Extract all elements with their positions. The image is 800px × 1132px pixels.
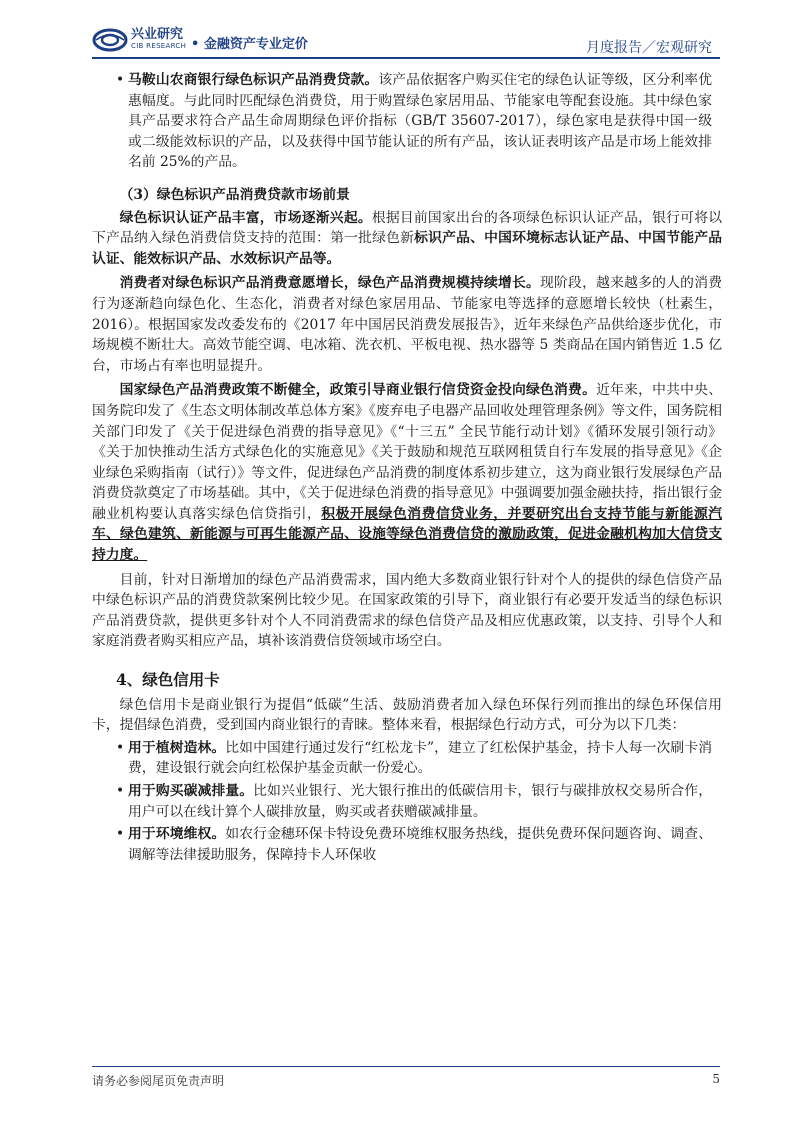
disclaimer-link[interactable]: 请务必参阅尾页免责声明	[92, 1074, 225, 1088]
paragraph-current-status: 目前，针对日渐增加的绿色产品消费需求，国内绝大多数商业银行针对个人的提供的绿色信贷产品中绿色标识产品的消费贷款案例比较少见。在国家政策的引导下，商业银行有必要开发适当的绿色标识产品消费贷款，提供更多针对个人不同消费需求的绿色信贷产品及相应优惠政策，以支持、引导个人和家庭消费者购买相应产品，填补该消费信贷领域市场空白。	[92, 571, 722, 650]
footer-rule	[92, 1066, 720, 1067]
bullet-maanshan-title: 马鞍山农商银行绿色标识产品消费贷款。	[128, 72, 379, 88]
paragraph-consumer-willingness-text: 现阶段，越来越多的人的消费行为逐渐趋向绿色化、生态化，消费者对绿色家居用品、节能家电等选择的意愿增长较快（杜素生，2016）。根据国家发改委发布的《2017 年中国居民消费发展报告》，近年来绿色产品供给逐步优化，市场规模不断壮大。高效节能空调、电冰箱、洗衣机、平板电视、热水器等 5 类商品在国内销售近 1.5 亿台，市场占有率也明显提升。	[92, 275, 723, 374]
page-header	[0, 0, 800, 66]
bullet-environmental-rights	[92, 824, 722, 865]
paragraph-label-products-lead: 绿色标识认证产品丰富，市场逐渐兴起。	[119, 209, 372, 226]
bullet-carbon-credits-title: 用于购买碳减排量。	[128, 783, 254, 799]
bullet-carbon-credits	[92, 781, 722, 822]
bullet-dot: •	[116, 72, 125, 88]
report-type: 月度报告／宏观研究	[586, 40, 712, 56]
brand-name-cn: 兴业研究	[131, 27, 184, 42]
paragraph-consumer-willingness-lead: 消费者对绿色标识产品消费意愿增长，绿色产品消费规模持续增长。	[119, 275, 541, 292]
subsection-3-title: （3）绿色标识产品消费贷款市场前景	[119, 186, 350, 203]
bullet-dot: •	[116, 826, 125, 843]
paragraph-label-products-list: 标识产品、中国环境标志认证产品、中国节能产品认证、能效标识产品、水效标识产品等。	[92, 230, 723, 267]
brand-name-en: CIB RESEARCH	[131, 42, 187, 50]
bullet-carbon-credits-text: 比如兴业银行、光大银行推出的低碳信用卡，银行与碳排放权交易所合作，用户可以在线计算个人碳排放量，购买或者获赠碳减排量。	[128, 783, 713, 820]
page-number: 5	[712, 1072, 720, 1086]
paragraph-policy-lead: 国家绿色产品消费政策不断健全，政策引导商业银行信贷资金投向绿色消费。	[119, 382, 597, 399]
brand	[131, 28, 186, 51]
section-4-title: 4、绿色信用卡	[116, 670, 220, 690]
header-tagline: • 金融资产专业定价	[191, 37, 308, 52]
bullet-dot: •	[116, 783, 125, 799]
cib-logo-icon	[92, 28, 128, 52]
header-rule	[92, 57, 720, 59]
bullet-tree-planting	[92, 738, 722, 779]
page-footer	[92, 1066, 720, 1088]
paragraph-policy-emphasis: 积极开展绿色消费信贷业务，并要研究出台支持节能与新能源汽车、绿色建筑、新能源与可再生能源产品、设施等绿色消费信贷的激励政策，促进金融机构加大信贷支持力度。	[92, 505, 723, 564]
paragraph-label-products	[92, 208, 722, 270]
bullet-maanshan	[92, 70, 722, 173]
paragraph-consumer-willingness	[92, 273, 722, 376]
bullet-tree-planting-title: 用于植树造林。	[128, 739, 226, 756]
bullet-environmental-rights-title: 用于环境维权。	[128, 826, 226, 843]
bullet-dot: •	[116, 739, 125, 756]
paragraph-policy	[92, 380, 722, 565]
section-4-intro: 绿色信用卡是商业银行为提倡“低碳”生活、鼓励消费者加入绿色环保行列而推出的绿色环保信用卡，提倡绿色消费，受到国内商业银行的青睐。整体来看，根据绿色行动方式，可分为以下几类：	[92, 696, 722, 734]
paragraph-policy-text: 近年来，中共中央、国务院印发了《生态文明体制改革总体方案》《废弃电子电器产品回收处理管理条例》等文件，国务院相关部门印发了《关于促进绿色消费的指导意见》《“十三五” 全民节能行动计划》《循环发展引领行动》《关于加快推动生活方式绿色化的实施意见》《关于鼓励和规范互联网租赁自行车发展的指导意见》《企业绿色采购指南（试行）》等文件，促进绿色产品消费的制度体系初步建立，这为商业银行发展绿色产品消费贷款奠定了市场基础。其中，《关于促进绿色消费的指导意见》中强调要加强金融扶持，指出银行金融业机构要认真落实绿色信贷指引，	[92, 382, 723, 522]
paragraph-label-products-text: 根据目前国家出台的各项绿色标识认证产品，银行可将以下产品纳入绿色消费信贷支持的范围：第一批绿色新	[92, 209, 723, 247]
bullet-tree-planting-text: 比如中国建行通过发行“红松龙卡”，建立了红松保护基金，持卡人每一次刷卡消费，建设银行就会向红松保护基金贡献一份爱心。	[128, 739, 712, 777]
bullet-maanshan-text: 该产品依据客户购买住宅的绿色认证等级，区分利率优惠幅度。与此同时匹配绿色消费贷，用于购置绿色家居用品、节能家电等配套设施。其中绿色家具产品要求符合产品生命周期绿色评价指标（GB/T 35607-2017），绿色家电是获得中国一级或二级能效标识的产品，以及获得中国节能认证的所有产品，该认证表明该产品是市场上能效排名前 25%的产品。	[128, 72, 713, 171]
page-body	[92, 70, 722, 865]
bullet-environmental-rights-text: 如农行金穗环保卡特设免费环境维权服务热线，提供免费环保问题咨询、调查、调解等法律援助服务，保障持卡人环保收	[128, 826, 713, 863]
